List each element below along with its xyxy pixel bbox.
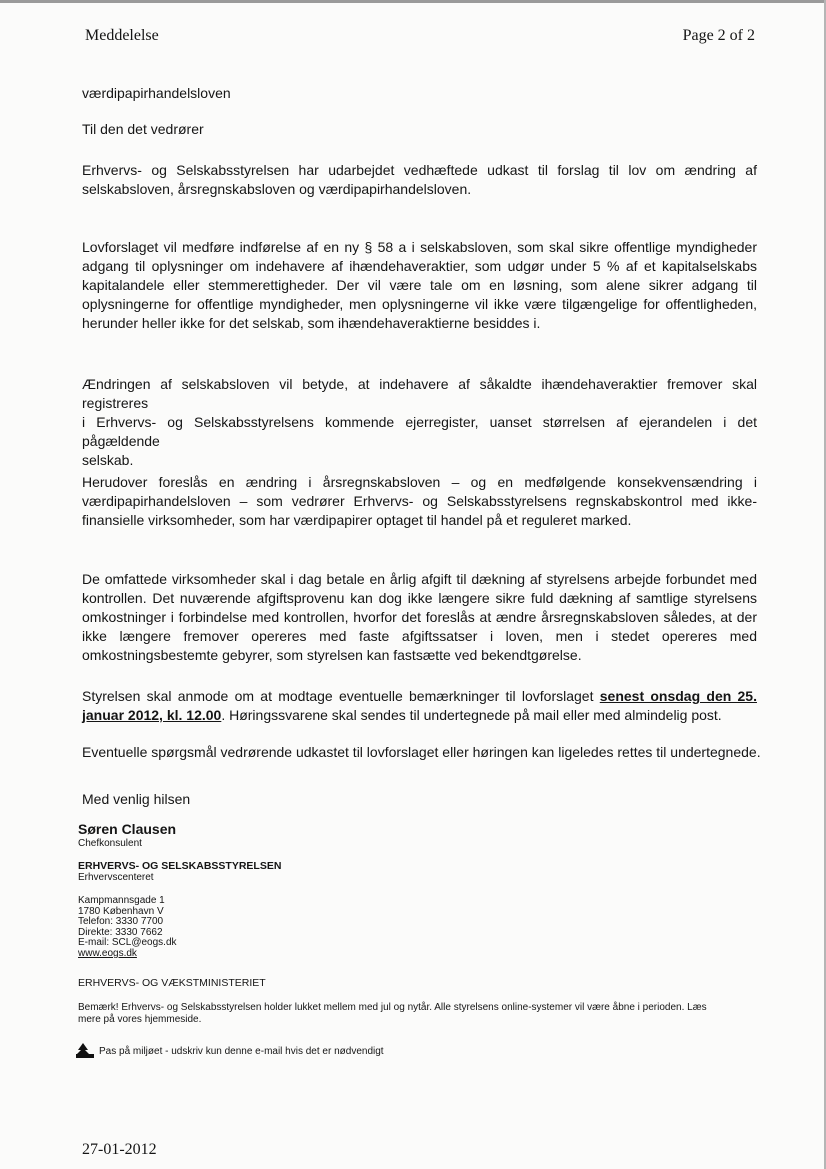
footer-date: 27-01-2012: [82, 1141, 157, 1158]
address-block: [78, 896, 177, 960]
scan-edge-top: [0, 0, 826, 3]
paragraph-line: Erhvervs- og Selskabsstyrelsen har udarbejdet vedhæftede udkast til forslag til lov om ændring af: [82, 162, 757, 178]
deadline-text: januar 2012, kl. 12.00: [82, 707, 222, 723]
address-line: 1780 København V: [78, 905, 164, 917]
paragraph-line: selskab.: [82, 452, 134, 468]
paragraph-1: [82, 161, 757, 199]
website-link[interactable]: www.eogs.dk: [78, 947, 137, 959]
deadline-text: senest onsdag den 25.: [599, 688, 757, 704]
notice-line: mere på vores hjemmeside.: [78, 1014, 202, 1025]
direct-phone-line: Direkte: 3330 7662: [78, 926, 163, 938]
text-run: . Høringssvarene skal sendes til undertegnede på mail eller med almindelig post.: [221, 707, 722, 723]
organization-name: ERHVERVS- OG SELSKABSSTYRELSEN: [78, 860, 282, 872]
email-line: E-mail: SCL@eogs.dk: [78, 937, 177, 949]
notice-line: Bemærk! Erhvervs- og Selskabsstyrelsen holder lukket mellem med jul og nytår. Alle styrelsens online-systemer vil være åbne i perioden. Læs: [78, 1002, 707, 1013]
phone-line: Telefon: 3330 7700: [78, 916, 164, 928]
paragraph-line: omkostninger i forbindelse med kontrollen, hvorfor det foreslås at ændre årsregnskabsloven således, at der: [82, 609, 757, 625]
paragraph-line: [82, 706, 757, 725]
paragraph-line: i Erhvervs- og Selskabsstyrelsens kommende ejerregister, uanset størrelsen af ejerandelen i det pågældende: [82, 414, 757, 449]
paragraph-line: kontrollen. Det nuværende afgiftsprovenu kan dog ikke længere sikre fuld dækning af samtlige styrelsens: [82, 590, 757, 606]
signature-name: Søren Clausen: [78, 821, 177, 837]
paragraph-2: [82, 238, 757, 333]
paragraph-4: [82, 473, 757, 530]
paragraph-5: [82, 570, 757, 665]
text-run: Styrelsen skal anmode om at modtage eventuelle bemærkninger til lovforslaget: [82, 688, 600, 704]
paragraph-line: finansielle virksomheder, som har værdipapirer optaget til handel på et reguleret marked.: [82, 512, 632, 528]
organization-department: Erhvervscenteret: [78, 872, 154, 883]
paragraph-line: omkostningsbestemte gebyrer, som styrelsen kan fastsætte ved bekendtgørelse.: [82, 647, 582, 663]
environment-note-text: Pas på miljøet - udskriv kun denne e-mail hvis det er nødvendigt: [99, 1045, 384, 1057]
paragraph-line: [82, 687, 757, 706]
environment-note: [75, 1043, 384, 1059]
salutation: Til den det vedrører: [82, 121, 204, 137]
holiday-notice: [78, 1002, 738, 1026]
paragraph-6: [82, 687, 757, 725]
paragraph-line: ikke længere fremover opereres med faste afgiftssatser i loven, men i stedet opereres med: [82, 628, 757, 644]
address-line: Kampmannsgade 1: [78, 895, 165, 906]
paragraph-line: herunder heller ikke for det selskab, som ihændehaveraktierne besiddes i.: [82, 315, 541, 331]
paragraph-3: [82, 375, 757, 470]
paragraph-7: Eventuelle spørgsmål vedrørende udkastet til lovforslaget eller høringen kan ligeledes rettes til undertegnede.: [82, 744, 761, 760]
closing: Med venlig hilsen: [82, 791, 191, 807]
paragraph-line: kapitalandele eller stemmerettigheder. Der vil være tale om en løsning, som alene sikrer adgang til: [82, 277, 757, 293]
paragraph-top: værdipapirhandelsloven: [82, 85, 231, 101]
paragraph-line: selskabsloven, årsregnskabsloven og værdipapirhandelsloven.: [82, 181, 472, 197]
paragraph-line: Herudover foreslås en ændring i årsregnskabsloven – og en medfølgende konsekvensændring i: [82, 474, 757, 490]
paragraph-line: De omfattede virksomheder skal i dag betale en årlig afgift til dækning af styrelsens arbejde forbundet med: [82, 571, 757, 587]
page-number: Page 2 of 2: [682, 27, 755, 44]
paragraph-line: værdipapirhandelsloven – som vedrører Erhvervs- og Selskabsstyrelsens regnskabskontrol med ikke-: [82, 493, 757, 509]
paragraph-line: Ændringen af selskabsloven vil betyde, at indehavere af såkaldte ihændehaveraktier fremover skal registreres: [82, 376, 757, 411]
paragraph-line: adgang til oplysninger om indehavere af ihændehaveraktier, som udgør under 5 % af et kapitalselskabs: [82, 258, 757, 274]
tree-printer-icon: [75, 1043, 95, 1059]
paragraph-line: oplysningerne for offentlige myndigheder, men oplysningerne vil ikke være tilgængelige for offentligheden,: [82, 296, 757, 312]
paragraph-line: Lovforslaget vil medføre indførelse af en ny § 58 a i selskabsloven, som skal sikre offentlige myndigheder: [82, 239, 757, 255]
ministry-name: ERHVERVS- OG VÆKSTMINISTERIET: [78, 977, 266, 989]
signature-title: Chefkonsulent: [78, 838, 142, 849]
header-title: Meddelelse: [85, 27, 159, 44]
